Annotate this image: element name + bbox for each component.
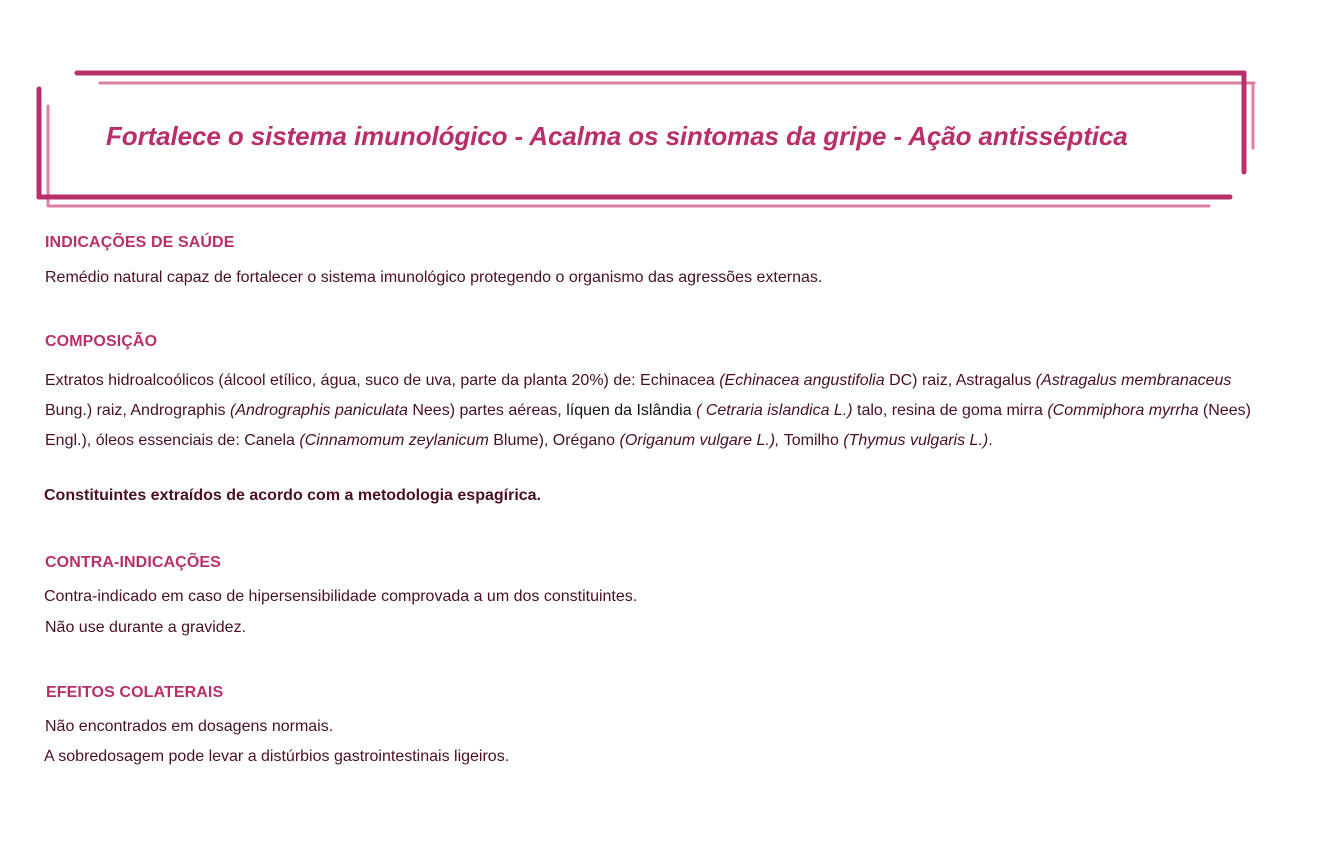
composition-species: ( Cetraria islandica L.) — [696, 402, 853, 419]
contraindications-heading: CONTRA-INDICAÇÕES — [45, 554, 221, 571]
composition-part: Nees) partes aéreas, — [407, 402, 567, 419]
contraindications-line: Não use durante a gravidez. — [45, 619, 247, 636]
composition-part: Extratos hidroalcoólicos (álcool etílico, água, suco de uva, parte da planta 20%) de: Echinacea — [45, 372, 720, 389]
banner-frame — [0, 0, 1334, 240]
composition-part: líquen da Islândia — [566, 402, 692, 419]
composition-part: talo, resina de goma mirra — [852, 402, 1048, 419]
composition-part: Blume), Orégano — [488, 432, 620, 449]
composition-part: DC) raiz, Astragalus — [884, 372, 1036, 389]
side-effects-line: A sobredosagem pode levar a distúrbios gastrointestinais ligeiros. — [44, 748, 510, 765]
indications-heading: INDICAÇÕES DE SAÚDE — [45, 234, 235, 251]
composition-part: . — [988, 432, 993, 449]
composition-species: (Origanum vulgare L.), — [619, 432, 780, 449]
composition-part: Bung.) raiz, Andrographis — [45, 402, 230, 419]
composition-species: (Echinacea angustifolia — [719, 372, 885, 389]
side-effects-heading: EFEITOS COLATERAIS — [46, 684, 224, 701]
composition-species: (Cinnamomum zeylanicum — [299, 432, 489, 449]
contraindications-line: Contra-indicado em caso de hipersensibilidade comprovada a um dos constituintes. — [44, 588, 638, 605]
composition-note: Constituintes extraídos de acordo com a metodologia espagírica. — [44, 487, 541, 504]
composition-species: (Astragalus membranaceus — [1035, 372, 1232, 389]
side-effects-line: Não encontrados em dosagens normais. — [45, 718, 334, 735]
composition-heading: COMPOSIÇÃO — [45, 333, 158, 350]
composition-part: Tomilho — [779, 432, 844, 449]
composition-species: (Thymus vulgaris L.) — [843, 432, 989, 449]
composition-text — [45, 366, 1275, 456]
composition-species: (Andrographis paniculata — [230, 402, 408, 419]
composition-species: (Commiphora myrrha — [1047, 402, 1199, 419]
banner-title: Fortalece o sistema imunológico - Acalma os sintomas da gripe - Ação antisséptica — [106, 121, 1128, 151]
composition-part: (Nees) Engl.), óleos essenciais de: Canela — [45, 402, 1251, 449]
indications-text: Remédio natural capaz de fortalecer o sistema imunológico protegendo o organismo das agressões externas. — [45, 269, 823, 286]
